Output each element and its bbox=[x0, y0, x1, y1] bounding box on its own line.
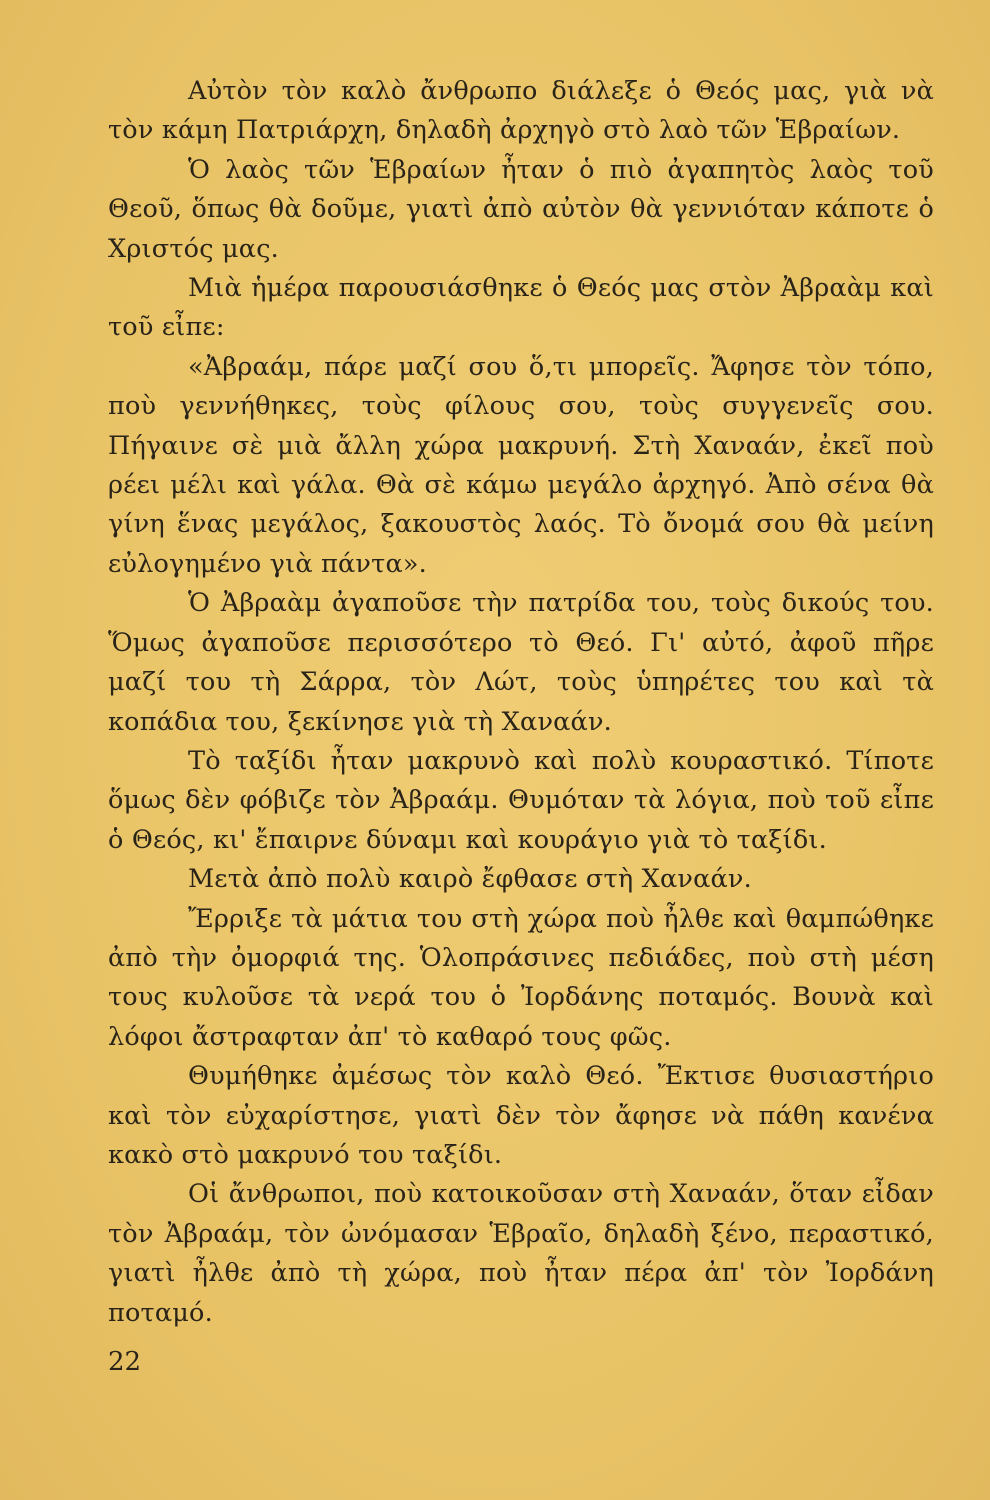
paragraph-5: Ὁ Ἀβραὰμ ἀγαποῦσε τὴν πατρίδα του, τοὺς δικούς του. Ὅμως ἀγαποῦσε περισσότερο τὸ Θεό. Γι' αὐτό, ἀφοῦ πῆρε μαζί του τὴ Σάρρα, τὸν Λώτ, τοὺς ὑπηρέτες του καὶ τὰ κοπάδια του, ξεκίνησε γιὰ τὴ Χαναάν. bbox=[108, 588, 934, 737]
page-number: 22 bbox=[108, 1347, 142, 1377]
paragraph-9: Θυμήθηκε ἀμέσως τὸν καλὸ Θεό. Ἔκτισε θυσιαστήριο καὶ τὸν εὐχαρίστησε, γιατὶ δὲν τὸν ἄφησε νὰ πάθη κανένα κακὸ στὸ μακρυνό του ταξίδι. bbox=[108, 1061, 934, 1170]
paragraph-10: Οἱ ἄνθρωποι, ποὺ κατοικοῦσαν στὴ Χαναάν, ὅταν εἶδαν τὸν Ἀβραάμ, τὸν ὠνόμασαν Ἑβραῖο, δηλαδὴ ξένο, περαστικό, γιατὶ ἦλθε ἀπὸ τὴ χώρα, ποὺ ἦταν πέρα ἀπ' τὸν Ἰορδάνη ποταμό. bbox=[108, 1179, 934, 1328]
paragraph-6: Τὸ ταξίδι ἦταν μακρυνὸ καὶ πολὺ κουραστικό. Τίποτε ὅμως δὲν φόβιζε τὸν Ἀβραάμ. Θυμόταν τὰ λόγια, ποὺ τοῦ εἶπε ὁ Θεός, κι' ἔπαιρνε δύναμι καὶ κουράγιο γιὰ τὸ ταξίδι. bbox=[108, 745, 934, 855]
paragraph-8: Ἔρριξε τὰ μάτια του στὴ χώρα ποὺ ἦλθε καὶ θαμπώθηκε ἀπὸ τὴν ὀμορφιά της. Ὁλοπράσινες πεδιάδες, ποὺ στὴ μέση τους κυλοῦσε τὰ νερά του ὁ Ἰορδάνης ποταμός. Βουνὰ καὶ λόφοι ἄστραφταν ἀπ' τὸ καθαρό τους φῶς. bbox=[108, 903, 934, 1052]
paragraph-2: Ὁ λαὸς τῶν Ἑβραίων ἦταν ὁ πιὸ ἀγαπητὸς λαὸς τοῦ Θεοῦ, ὅπως θὰ δοῦμε, γιατὶ ἀπὸ αὐτὸν θὰ γεννιόταν κάποτε ὁ Χριστός μας. bbox=[108, 154, 934, 264]
paragraph-1: Αὐτὸν τὸν καλὸ ἄνθρωπο διάλεξε ὁ Θεός μας, γιὰ νὰ τὸν κάμη Πατριάρχη, δηλαδὴ ἀρχηγὸ στὸ λαὸ τῶν Ἑβραίων. bbox=[108, 76, 934, 146]
paragraph-4: «Ἀβραάμ, πάρε μαζί σου ὅ,τι μπορεῖς. Ἄφησε τὸν τόπο, ποὺ γεννήθηκες, τοὺς φίλους σου, τοὺς συγγενεῖς σου. Πήγαινε σὲ μιὰ ἄλλη χώρα μακρυνή. Στὴ Χαναάν, ἐκεῖ ποὺ ρέει μέλι καὶ γάλα. Θὰ σὲ κάμω μεγάλο ἀρχηγό. Ἀπὸ σένα θὰ γίνη ἕνας μεγάλος, ξακουστὸς λαός. Τὸ ὄνομά σου θὰ μείνη εὐλογημένο γιὰ πάντα». bbox=[108, 351, 934, 579]
paragraph-7: Μετὰ ἀπὸ πολὺ καιρὸ ἔφθασε στὴ Χαναάν. bbox=[188, 864, 752, 895]
paragraph-3: Μιὰ ἡμέρα παρουσιάσθηκε ὁ Θεός μας στὸν Ἀβραὰμ καὶ τοῦ εἶπε: bbox=[108, 273, 934, 343]
body-text bbox=[108, 72, 934, 1333]
